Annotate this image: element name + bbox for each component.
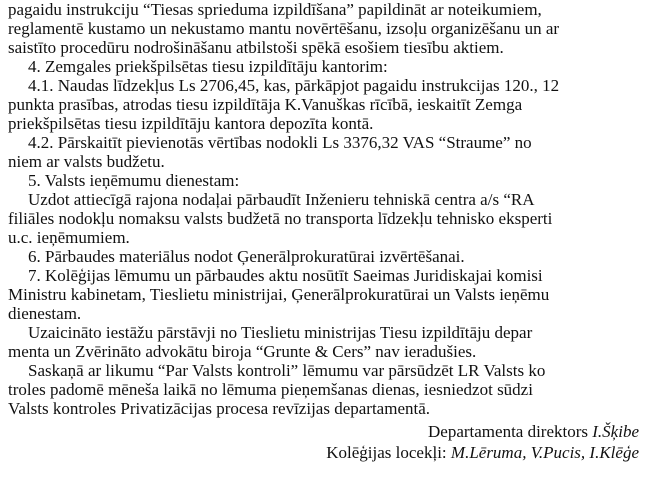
text-line-9: niem ar valsts budžetu.: [8, 152, 165, 171]
text-line-14: 6. Pārbaudes materiālus nodot Ģenerālprokuratūrai izvērtēšanai.: [28, 247, 465, 266]
members-label: Kolēģijas locekļi:: [326, 443, 447, 462]
text-line-5: 4.1. Naudas līdzekļus Ls 2706,45, kas, pārkāpjot pagaidu instrukcijas 120., 12: [28, 76, 560, 95]
text-line-16: Ministru kabinetam, Tieslietu ministrijai, Ģenerālprokuratūrai un Valsts ieņēmu: [8, 285, 550, 304]
text-line-1: pagaidu instrukciju “Tiesas sprieduma izpildīšana” papildināt ar noteikumiem,: [8, 0, 542, 19]
text-line-8: 4.2. Pārskaitīt pievienotās vērtības nodokli Ls 3376,32 VAS “Straume” no: [28, 133, 532, 152]
text-line-21: troles padomē mēneša laikā no lēmuma pieņemšanas dienas, iesniedzot sūdzi: [8, 380, 533, 399]
text-line-2: reglamentē kustamo un nekustamo mantu novērtēšanu, izsoļu organizēšanu un ar: [8, 19, 560, 38]
signature-director: [428, 422, 639, 441]
text-line-18: Uzaicināto iestāžu pārstāvji no Tieslietu ministrijas Tiesu izpildītāju depar: [28, 323, 533, 342]
director-role: Departamenta direktors: [428, 422, 589, 441]
text-line-6: punkta prasības, atrodas tiesu izpildītāja K.Vanuškas rīcībā, ieskaitīt Zemga: [8, 95, 523, 114]
text-line-11: Uzdot attiecīgā rajona nodaļai pārbaudīt Inženieru tehniskā centra a/s “RA: [28, 190, 535, 209]
text-line-7: priekšpilsētas tiesu izpildītāju kantora depozīta kontā.: [8, 114, 374, 133]
text-line-17: dienestam.: [8, 304, 82, 323]
signature-members: [326, 443, 639, 462]
text-line-22: Valsts kontroles Privatizācijas procesa revīzijas departamentā.: [8, 399, 431, 418]
text-line-3: saistīto procedūru nodrošināšanu atbilstoši spēkā esošiem tiesību aktiem.: [8, 38, 504, 57]
text-line-4: 4. Zemgales priekšpilsētas tiesu izpildītāju kantorim:: [28, 57, 388, 76]
text-line-15: 7. Kolēģijas lēmumu un pārbaudes aktu nosūtīt Saeimas Juridiskajai komisi: [28, 266, 543, 285]
text-line-10: 5. Valsts ieņēmumu dienestam:: [28, 171, 240, 190]
text-line-20: Saskaņā ar likumu “Par Valsts kontroli” lēmumu var pārsūdzēt LR Valsts ko: [28, 361, 546, 380]
text-line-19: menta un Zvērināto advokātu biroja “Grunte & Cers” nav ieradušies.: [8, 342, 477, 361]
text-line-13: u.c. ieņēmumiem.: [8, 228, 130, 247]
members-names: M.Lēruma, V.Pucis, I.Klēģe: [450, 443, 639, 462]
text-line-12: filiāles nodokļu nomaksu valsts budžetā no transporta līdzekļu tehnisko eksperti: [8, 209, 553, 228]
director-name: I.Šķibe: [592, 422, 639, 441]
